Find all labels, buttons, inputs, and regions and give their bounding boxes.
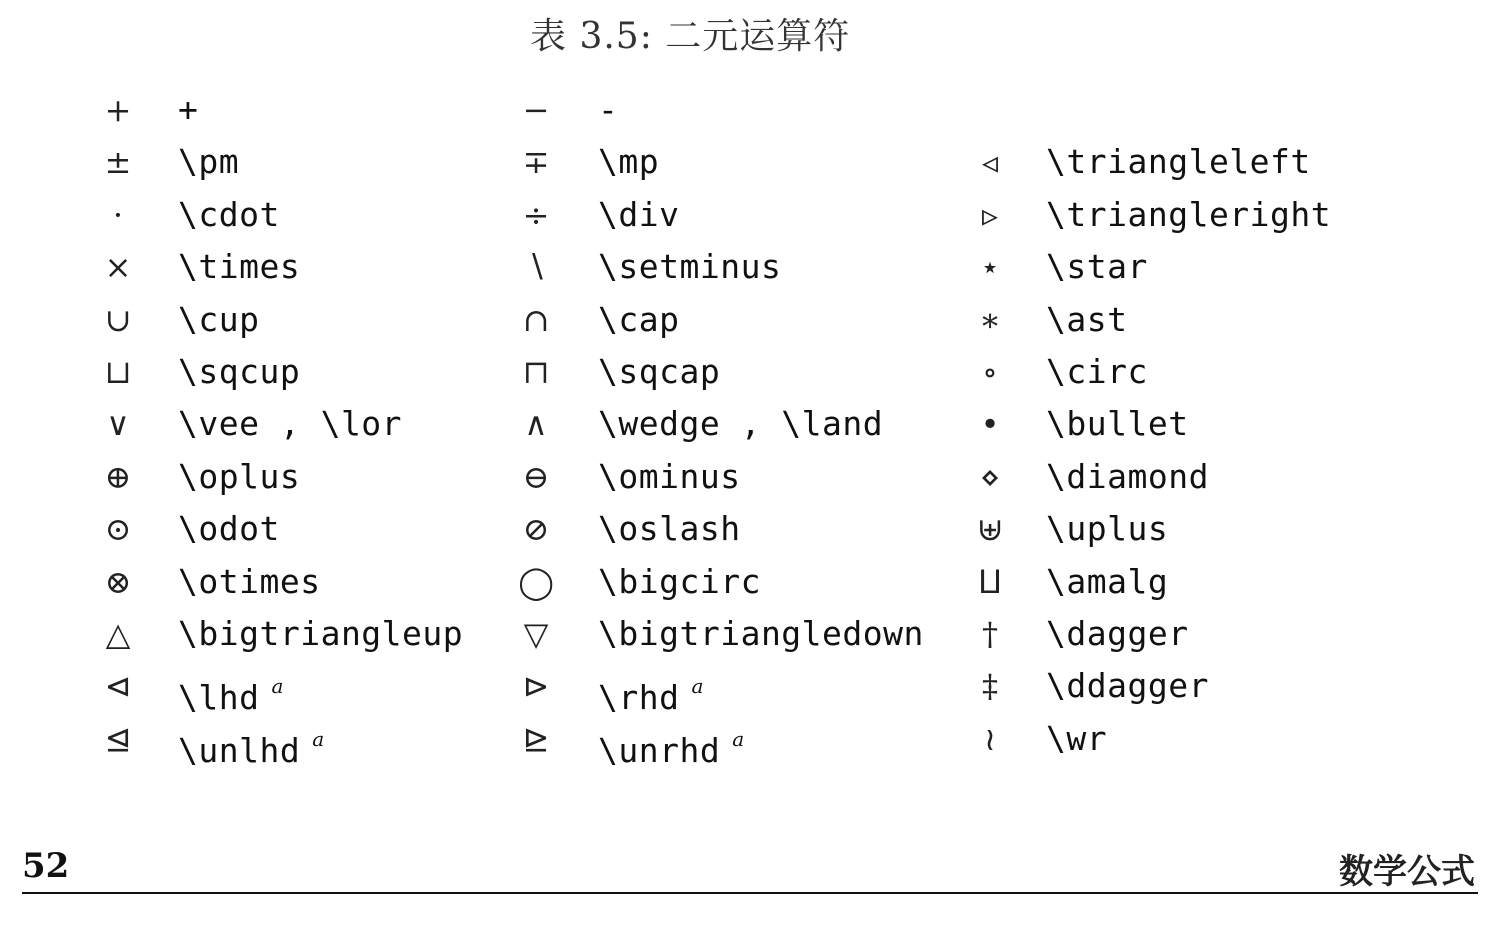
operator-symbol: ∨ xyxy=(106,405,130,444)
command-text: \star xyxy=(1046,247,1148,287)
operator-symbol: ▹ xyxy=(981,195,999,234)
operator-command xyxy=(598,136,659,188)
command-text: \ddagger xyxy=(1046,666,1209,706)
command-text: \uplus xyxy=(1046,509,1169,549)
command-text: \wedge , \land xyxy=(598,404,884,444)
command-text: \odot xyxy=(178,509,280,549)
operator-command xyxy=(1046,660,1209,712)
command-text: \triangleright xyxy=(1046,194,1332,234)
operator-command xyxy=(178,189,280,241)
operator-symbol: ∗ xyxy=(979,300,1001,339)
command-text: \times xyxy=(178,247,301,287)
command-text: \vee , \lor xyxy=(178,404,403,444)
operator-symbol: ⊎ xyxy=(976,510,1004,549)
command-text: \oslash xyxy=(598,509,741,549)
command-text: \cdot xyxy=(178,194,280,234)
command-text: \bigtriangleup xyxy=(178,614,464,653)
operator-symbol: ⊕ xyxy=(104,457,132,496)
operator-symbol: ∓ xyxy=(522,143,550,182)
command-text: \lhd xyxy=(178,678,260,718)
operator-command xyxy=(598,189,679,241)
table-row xyxy=(0,503,1505,555)
operator-symbol: · xyxy=(112,195,124,234)
operator-symbol: ⊓ xyxy=(522,353,550,391)
operator-symbol: ÷ xyxy=(522,195,550,234)
command-text: \div xyxy=(598,194,680,234)
command-text: \mp xyxy=(598,142,660,182)
operator-symbol: ⨿ xyxy=(978,562,1002,601)
operator-command xyxy=(598,346,720,398)
command-text: + xyxy=(178,90,199,129)
operator-command xyxy=(598,556,761,608)
footnote-marker: a xyxy=(691,674,704,699)
operator-symbol: ‡ xyxy=(982,667,998,706)
operator-symbol: ▽ xyxy=(523,615,549,653)
command-text: \cap xyxy=(598,299,680,339)
command-text: \ominus xyxy=(598,456,741,496)
command-text: \bigcirc xyxy=(598,561,761,601)
operator-symbol: ⊙ xyxy=(104,510,132,549)
operator-symbol: ⊔ xyxy=(104,353,132,391)
footnote-marker: a xyxy=(271,674,284,699)
command-text: \wr xyxy=(1046,718,1108,758)
table-row xyxy=(0,294,1505,346)
operator-symbol: ⊖ xyxy=(522,457,550,496)
operator-symbol: ≀ xyxy=(984,719,996,758)
table-row xyxy=(0,451,1505,503)
operator-symbol: ⊳ xyxy=(522,667,550,706)
operator-command xyxy=(178,556,321,608)
command-text: \pm xyxy=(178,142,240,182)
operator-command xyxy=(178,608,463,660)
table-row xyxy=(0,84,1505,136)
operator-symbol: ⋆ xyxy=(979,248,1001,287)
operator-symbol: ⊘ xyxy=(522,510,550,549)
operator-symbol: ⊵ xyxy=(522,719,550,758)
chapter-title: 数学公式 xyxy=(1339,852,1475,892)
operator-command xyxy=(178,294,259,346)
operator-command xyxy=(598,451,741,503)
command-text: \unrhd xyxy=(598,730,721,770)
operator-command xyxy=(1046,713,1107,765)
table-row xyxy=(0,346,1505,398)
operator-command xyxy=(598,503,741,555)
table-row xyxy=(0,398,1505,450)
command-text: \cup xyxy=(178,299,260,339)
command-text: \unlhd xyxy=(178,730,301,770)
table-row xyxy=(0,136,1505,188)
operator-command xyxy=(178,136,239,188)
command-text: \bullet xyxy=(1046,404,1189,444)
operator-symbol: • xyxy=(980,405,1000,444)
operator-command xyxy=(1046,241,1148,293)
table-row xyxy=(0,608,1505,660)
operator-symbol: ⊴ xyxy=(104,719,132,758)
command-text: - xyxy=(598,90,619,129)
operator-command xyxy=(178,451,300,503)
operator-symbol: ∘ xyxy=(982,353,998,391)
command-text: \diamond xyxy=(1046,456,1209,496)
operator-command xyxy=(178,346,300,398)
command-text: \setminus xyxy=(598,247,782,287)
operator-command xyxy=(1046,294,1127,346)
operator-symbol: ± xyxy=(104,143,132,182)
command-text: \otimes xyxy=(178,561,321,601)
operator-command xyxy=(178,713,325,777)
operator-symbol: ◯ xyxy=(518,562,554,601)
operator-symbol: × xyxy=(104,248,132,287)
table-row xyxy=(0,660,1505,718)
table-caption: 表 3.5: 二元运算符 xyxy=(530,16,851,57)
operator-command xyxy=(598,608,924,660)
operator-command xyxy=(1046,608,1189,660)
operator-command xyxy=(178,503,280,555)
footer-rule xyxy=(22,892,1478,894)
operator-symbol: ∖ xyxy=(525,248,547,287)
operator-symbol: ∩ xyxy=(522,300,550,339)
command-text: \ast xyxy=(1046,299,1128,339)
footnote-marker: a xyxy=(312,726,325,751)
operator-symbol: − xyxy=(522,91,550,129)
operator-command xyxy=(598,398,883,450)
operator-command xyxy=(178,241,300,293)
operator-command xyxy=(1046,136,1311,188)
operator-command xyxy=(1046,503,1168,555)
operator-symbol: ⋄ xyxy=(979,457,1001,496)
operator-command xyxy=(598,241,781,293)
operator-symbol: ∪ xyxy=(104,300,132,339)
operator-symbol: △ xyxy=(105,615,131,653)
command-text: \amalg xyxy=(1046,561,1169,601)
operator-command xyxy=(178,84,198,136)
command-text: \rhd xyxy=(598,678,680,718)
operator-symbol: ⊗ xyxy=(104,562,132,601)
operator-command xyxy=(1046,556,1168,608)
operator-command xyxy=(1046,398,1189,450)
operator-symbol: ∧ xyxy=(524,405,548,444)
table-row xyxy=(0,189,1505,241)
command-text: \circ xyxy=(1046,352,1148,391)
command-text: \bigtriangledown xyxy=(598,614,924,653)
operator-command xyxy=(1046,189,1331,241)
operator-symbol: † xyxy=(982,615,998,653)
command-text: \sqcap xyxy=(598,352,721,391)
operator-symbol: + xyxy=(104,91,132,129)
operator-command xyxy=(598,713,745,777)
operator-command xyxy=(1046,346,1148,398)
footnote-marker: a xyxy=(732,726,745,751)
table-row xyxy=(0,241,1505,293)
table-row xyxy=(0,713,1505,770)
command-text: \triangleleft xyxy=(1046,142,1311,182)
command-text: \oplus xyxy=(178,456,301,496)
operator-command xyxy=(598,84,618,136)
page-number: 52 xyxy=(22,846,70,886)
operator-symbol: ◃ xyxy=(981,143,999,182)
operator-symbol: ⊲ xyxy=(104,667,132,706)
table-row xyxy=(0,556,1505,608)
command-text: \sqcup xyxy=(178,352,301,391)
operator-command xyxy=(598,294,679,346)
command-text: \dagger xyxy=(1046,614,1189,653)
operator-command xyxy=(1046,451,1209,503)
operator-command xyxy=(178,398,402,450)
